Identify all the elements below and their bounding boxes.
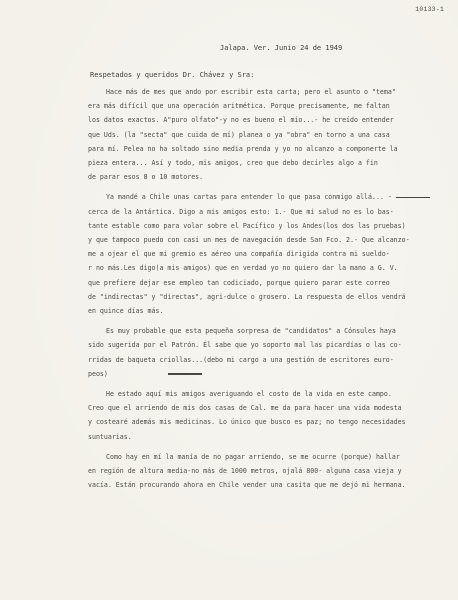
letter-line: Es muy probable que esta pequeña sorpresa de "candidatos" a Cónsules haya [106, 327, 396, 336]
letter-line: que Uds. (la "secta" que cuida de mí) planea o ya "obra" en torno a una casa [88, 130, 390, 139]
letter-line: rridas de baqueta criollas...(debo mi cargo a una gestión de escritores euro- [88, 355, 394, 364]
letter-line: Como hay en mí la manía de no pagar arriendo, se me ocurre (porque) hallar [106, 452, 400, 461]
letter-line: Ya mandé a Chile unas cartas para entender lo que pasa conmigo allá... - [88, 190, 444, 204]
letter-line: y que tampoco puedo con casi un mes de navegación desde San Fco. 2.- Que alcanzo- [88, 236, 410, 245]
letter-dateline: Jalapa. Ver. Junio 24 de 1949 [220, 44, 343, 52]
letter-line: He estado aquí mis amigos averiguando el costo de la vida en este campo. [106, 390, 392, 399]
letter-line: que prefiere dejar ese empleo tan codiciado, porque quiero parar este correo [88, 278, 390, 287]
letter-line: pieza entera... Así y todo, mis amigos, creo que debo decirles algo a fin [88, 159, 378, 168]
letter-line: en quince días más. [88, 307, 164, 316]
letter-line: en región de altura media-no más de 1000 metros, ojalá 800- alguna casa vieja y [88, 467, 402, 476]
letter-line: vacía. Están procurando ahora en Chile vender una casita que me dejó mi hermana. [88, 481, 406, 490]
letter-line: cerca de la Antártica. Digo a mis amigos esto: 1.- Que mi salud no es lo bas- [88, 207, 394, 216]
letter-line: de parar esos 8 o 10 motores. [88, 173, 204, 182]
letter-line: tante estable como para volar sobre el Pacífico y los Andes(los dos las pruebas) [88, 221, 406, 230]
letter-line: me a ojear el que mi gremio es aéreo una compañía dirigida contra mi sueldo- [88, 250, 390, 259]
letter-line: peos) [88, 367, 444, 381]
letter-line: Creo que el arriendo de mis dos casas de Cal. me da para hacer una vida modesta [88, 404, 402, 413]
letter-line: era más difícil que una operación aritmética. Porque precisamente, me faltan [88, 102, 390, 111]
letter-line: r no más.Les digo(a mis amigos) que en verdad yo no quiero dar la mano a G. V. [88, 264, 398, 273]
letter-body [88, 85, 444, 492]
letter-line: para mí. Pelea no ha soltado sino media prenda y yo no alcanzo a componerte la [88, 144, 398, 153]
letter-salutation: Respetados y queridos Dr. Chávez y Sra: [90, 71, 255, 79]
letter-line: los datos exactos. A"puro olfato"-y no es bueno el mío...- he creído entender [88, 116, 394, 125]
letter-line: y costearé además mis medicinas. Lo único que busco es paz; no tengo necesidades [88, 418, 406, 427]
letter-line: suntuarias. [88, 432, 132, 441]
letter-line: de "indirectas" y "directas", agri-dulce o grosero. La respuesta de ellos vendrá [88, 292, 406, 301]
archive-reference-number: 10133-1 [415, 6, 444, 13]
letter-line: sido sugerida por el Patrón. Él sabe que yo soporto mal las picardías o las co- [88, 341, 402, 350]
letter-line: Hace más de mes que ando por escribir esta carta; pero el asunto o "tema" [106, 88, 396, 96]
handwritten-underline [168, 373, 202, 374]
handwritten-underline [396, 197, 430, 198]
